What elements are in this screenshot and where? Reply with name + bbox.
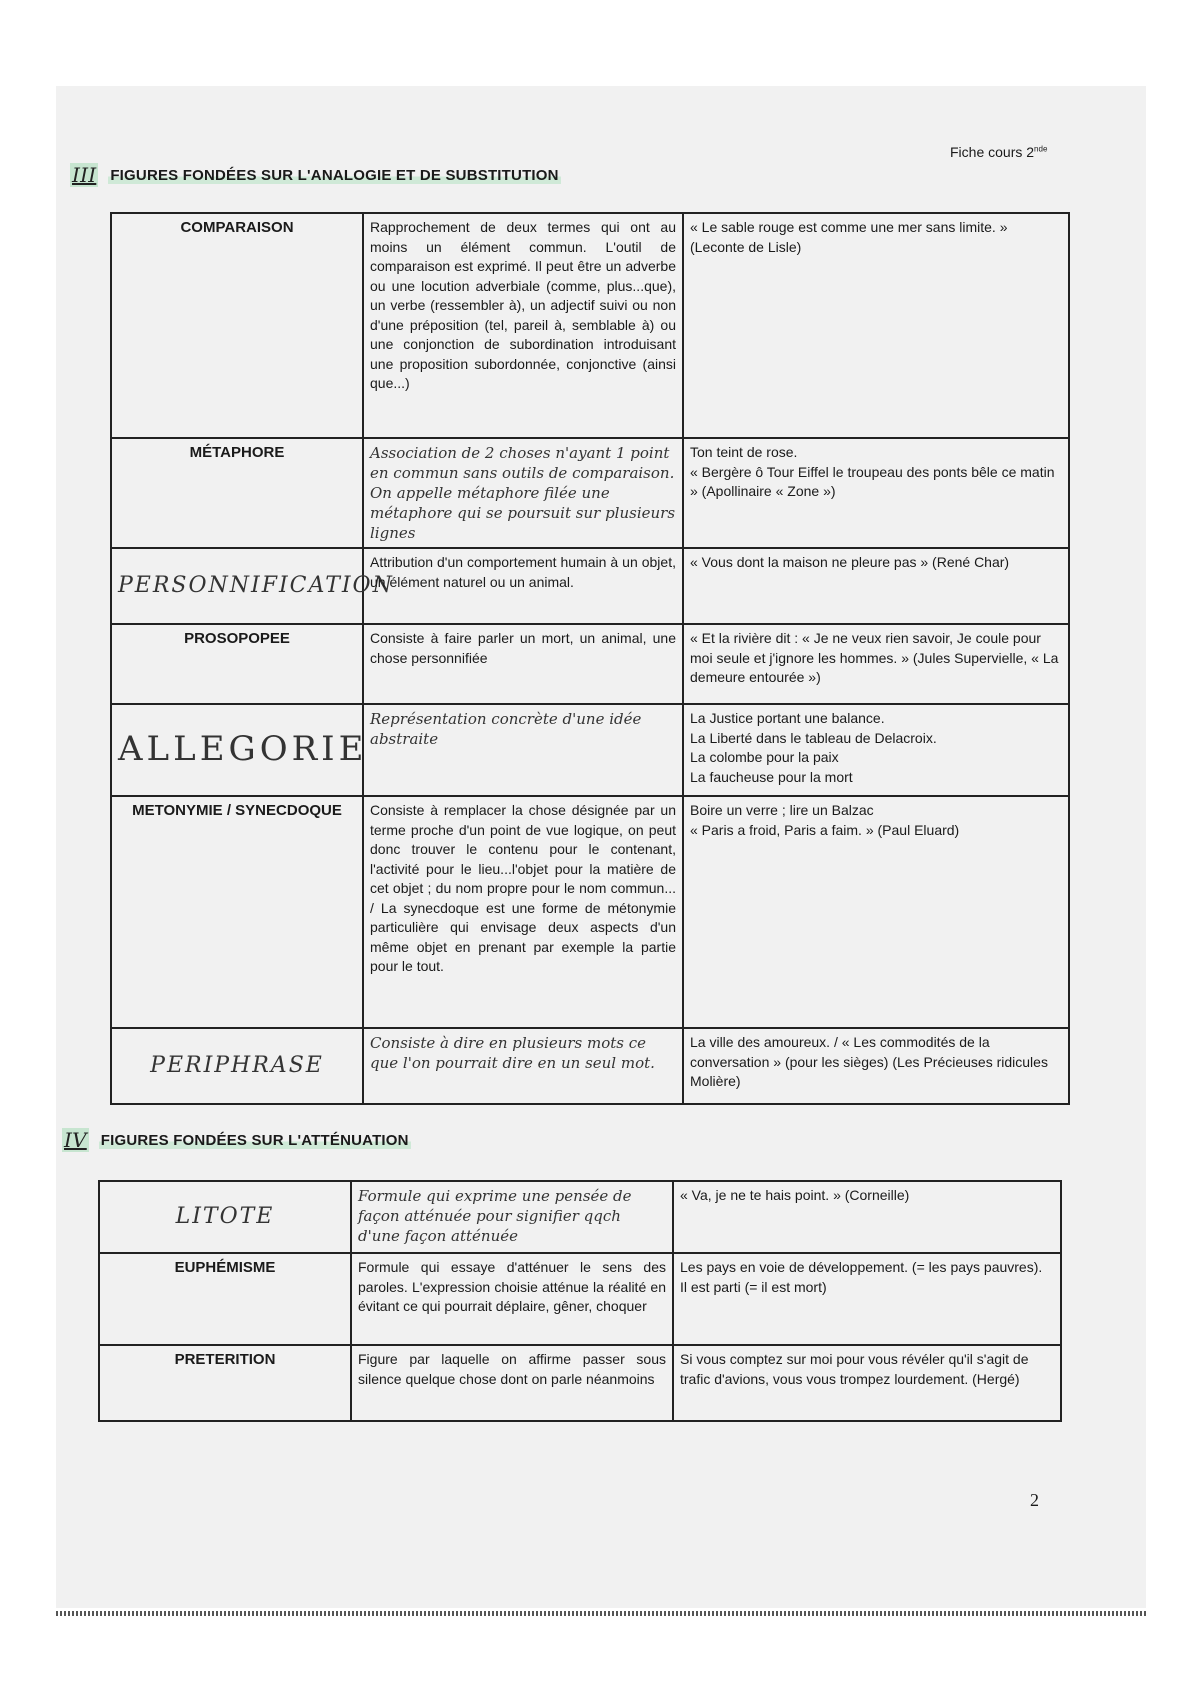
example-line: Il est parti (= il est mort): [680, 1278, 827, 1295]
example-line: La Justice portant une balance.: [690, 710, 885, 726]
definition-cell-handwritten: Association de 2 choses n'ayant 1 point en commun sans outils de comparaison. On appelle métaphore filée une métaphore qui se poursuit sur plusieurs lignes: [363, 438, 683, 548]
definition-cell: Figure par laquelle on affirme passer sous silence quelque chose dont on parle néanmoins: [351, 1345, 673, 1421]
term-cell: MÉTAPHORE: [111, 438, 363, 548]
table-row: [111, 796, 1069, 1028]
definition-cell-handwritten: Consiste à dire en plusieurs mots ce que l'on pourrait dire en un seul mot.: [363, 1028, 683, 1104]
table-row: [111, 624, 1069, 704]
attenuation-table: [98, 1180, 1062, 1422]
table-row: [99, 1181, 1061, 1253]
section-4-roman: IV: [64, 1128, 87, 1152]
definition-cell-handwritten: Formule qui exprime une pensée de façon atténuée pour signifier qqch d'une façon atténuée: [351, 1181, 673, 1253]
definition-cell: Consiste à faire parler un mort, un animal, une chose personnifiée: [363, 624, 683, 704]
example-line: Les pays en voie de développement. (= les pays pauvres).: [680, 1259, 1043, 1275]
example-cell: [673, 1253, 1061, 1345]
term-cell-handwritten: PERIPHRASE: [111, 1028, 363, 1104]
definition-cell: Rapprochement de deux termes qui ont au moins un élément commun. L'outil de comparaison est exprimé. Il peut être un adverbe ou une locution adverbiale (comme, plus...que), un verbe (ressembler à), un adjectif suivi ou non d'une préposition (tel, pareil à, semblable à) ou une conjonction de subordination introduisant une proposition subordonnée, conjonctive (ainsi que...): [363, 213, 683, 438]
table-row: [99, 1253, 1061, 1345]
term-cell: METONYMIE / SYNECDOQUE: [111, 796, 363, 1028]
fiche-label: [950, 144, 1047, 160]
example-cell: [683, 704, 1069, 796]
term-cell-handwritten: PERSONNIFICATION: [111, 548, 363, 624]
term-cell: COMPARAISON: [111, 213, 363, 438]
section-4-title: FIGURES FONDÉES SUR L'ATTÉNUATION: [100, 1131, 409, 1149]
term-cell: PRETERITION: [99, 1345, 351, 1421]
example-line: « Et la rivière dit : « Je ne veux rien savoir, Je coule pour moi seule et j'ignore les hommes. » (Jules Supervielle, « La demeure entourée »): [690, 630, 1059, 685]
example-cell: [683, 438, 1069, 548]
section-3-heading: [70, 163, 561, 187]
table-row: [111, 213, 1069, 438]
section-4-heading: [62, 1128, 411, 1152]
scan-edge-dots: [56, 1611, 1146, 1616]
example-line: La ville des amoureux. / « Les commodités de la conversation » (pour les sièges) (Les Précieuses ridicules Molière): [690, 1034, 1048, 1089]
example-line: « Paris a froid, Paris a faim. » (Paul Eluard): [690, 821, 960, 838]
example-cell: [683, 1028, 1069, 1104]
definition-cell: Consiste à remplacer la chose désignée par un terme proche d'un point de vue logique, on peut donc trouver le contenu pour le contenant, l'activité pour le lieu...l'objet pour la matière de cet objet ; du nom propre pour le nom commun... / La synecdoque est une forme de métonymie particulière qui envisage deux aspects d'un même objet en prenant par exemple la partie pour le tout.: [363, 796, 683, 1028]
term-cell-handwritten: LITOTE: [99, 1181, 351, 1253]
example-line: « Vous dont la maison ne pleure pas » (René Char): [690, 554, 1010, 570]
example-line: Si vous comptez sur moi pour vous révéler qu'il s'agit de trafic d'avions, vous vous trompez lourdement. (Hergé): [680, 1351, 1029, 1387]
example-cell: [683, 213, 1069, 438]
section-3-title: FIGURES FONDÉES SUR L'ANALOGIE ET DE SUBSTITUTION: [110, 166, 559, 184]
example-line: « Va, je ne te hais point. » (Corneille): [680, 1187, 910, 1203]
example-line: La faucheuse pour la mort: [690, 768, 853, 785]
table-row: [111, 704, 1069, 796]
example-line: La colombe pour la paix: [690, 749, 839, 765]
example-line: La Liberté dans le tableau de Delacroix.: [690, 729, 937, 746]
example-cell: [673, 1181, 1061, 1253]
definition-cell: Formule qui essaye d'atténuer le sens des paroles. L'expression choisie atténue la réalité en évitant ce qui pourrait déplaire, gêner, choquer: [351, 1253, 673, 1345]
example-cell: [673, 1345, 1061, 1421]
example-cell: [683, 548, 1069, 624]
term-cell: PROSOPOPEE: [111, 624, 363, 704]
page-number: 2: [1030, 1490, 1039, 1510]
example-line: Ton teint de rose.: [690, 444, 798, 460]
example-cell: [683, 624, 1069, 704]
example-line: « Le sable rouge est comme une mer sans limite. » (Leconte de Lisle): [690, 219, 1008, 255]
table-row: [99, 1345, 1061, 1421]
table-row: [111, 548, 1069, 624]
table-row: [111, 438, 1069, 548]
example-line: « Bergère ô Tour Eiffel le troupeau des ponts bêle ce matin » (Apollinaire « Zone »): [690, 463, 1055, 499]
term-cell-handwritten: ALLEGORIE: [111, 704, 363, 796]
analogy-table: [110, 212, 1070, 1105]
section-3-roman: III: [72, 163, 97, 187]
fiche-label-text: Fiche cours 2: [950, 144, 1035, 160]
term-cell: EUPHÉMISME: [99, 1253, 351, 1345]
definition-cell-handwritten: Représentation concrète d'une idée abstraite: [363, 704, 683, 796]
table-row: [111, 1028, 1069, 1104]
example-cell: [683, 796, 1069, 1028]
example-line: Boire un verre ; lire un Balzac: [690, 802, 874, 818]
fiche-label-sup: nde: [1034, 144, 1048, 154]
definition-cell: Attribution d'un comportement humain à un objet, un élément naturel ou un animal.: [363, 548, 683, 624]
